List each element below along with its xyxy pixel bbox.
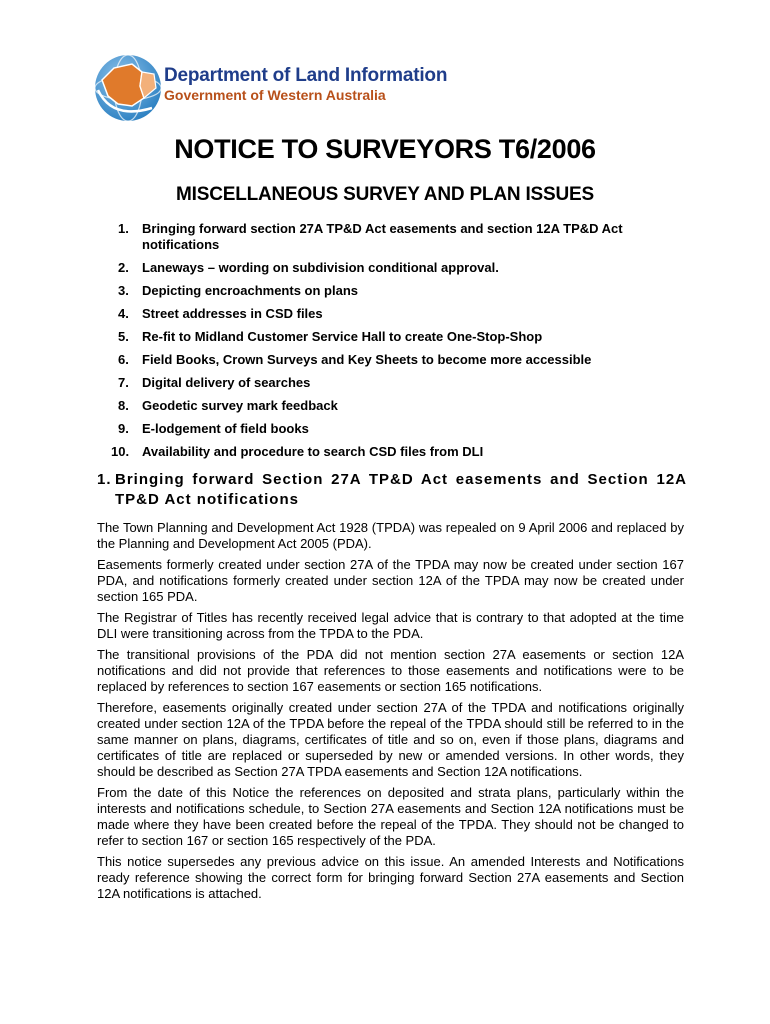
list-item [118,329,688,345]
dli-logo [92,50,492,122]
section-heading [97,470,687,510]
list-item [111,444,688,460]
list-item-label: Street addresses in CSD files [142,306,323,321]
list-item-number: 7. [118,375,129,390]
section-title: Bringing forward Section 27A TP&D Act easements and Section 12A TP&D Act notifications [115,471,687,508]
list-item [118,260,688,276]
list-item-number: 8. [118,398,129,413]
list-item-label: Geodetic survey mark feedback [142,398,338,413]
list-item-number: 1. [118,221,129,236]
list-item-number: 10. [111,444,130,459]
list-item-number: 5. [118,329,129,344]
list-item-number: 3. [118,283,129,298]
list-item [118,375,688,391]
list-item-label: Digital delivery of searches [142,375,311,390]
paragraph: The Town Planning and Development Act 1928 (TPDA) was repealed on 9 April 2006 and replaced by the Planning and Development Act 2005 (PDA). [97,520,684,551]
paragraph: Easements formerly created under section 27A of the TPDA may now be created under section 167 PDA, and notifications formerly created under section 12A of the TPDA may now be created under section 165 PDA. [97,557,684,604]
list-item [118,283,688,299]
paragraph: This notice supersedes any previous advice on this issue. An amended Interests and Notifications ready reference showing the correct form for bringing forward Section 27A easements and Section 12A notifications is attached. [97,854,684,901]
paragraph: From the date of this Notice the references on deposited and strata plans, particularly within the interests and notifications schedule, to Section 27A easements and Section 12A notifications must be made where they have been created before the repeal of the TPDA. They should not be changed to refer to section 167 or section 165 respectively of the PDA. [97,785,684,848]
page-subtitle: MISCELLANEOUS SURVEY AND PLAN ISSUES [176,184,594,205]
list-item-label: Depicting encroachments on plans [142,283,358,298]
paragraph: The transitional provisions of the PDA did not mention section 27A easements or section 12A notifications and did not provide that references to those easements and notifications were to be replaced by references to section 167 easements or section 165 notifications. [97,647,684,694]
list-item-number: 4. [118,306,129,321]
globe-icon [92,50,166,124]
section-number: 1. [97,471,112,488]
list-item-label: E-lodgement of field books [142,421,309,436]
list-item [118,352,688,368]
list-item-label: Bringing forward section 27A TP&D Act easements and section 12A TP&D Act notifications [142,221,623,252]
list-item-label: Laneways – wording on subdivision conditional approval. [142,260,499,275]
department-name: Department of Land Information [164,65,448,86]
list-item-label: Field Books, Crown Surveys and Key Sheets to become more accessible [142,352,592,367]
list-item [118,421,688,437]
paragraph: Therefore, easements originally created under section 27A of the TPDA and notifications originally created under section 12A of the TPDA before the repeal of the TPDA should still be referred to in the same manner on plans, diagrams, certificates of title and so on, even if those plans, diagrams and certificates of title are replaced or superseded by new or amended versions. In other words, they should be described as Section 27A TPDA easements and Section 12A notifications. [97,700,684,779]
list-item-number: 2. [118,260,129,275]
section-body [97,520,684,907]
list-item-number: 6. [118,352,129,367]
list-item-label: Availability and procedure to search CSD files from DLI [142,444,484,459]
paragraph: The Registrar of Titles has recently received legal advice that is contrary to that adopted at the time DLI were transitioning across from the TPDA to the PDA. [97,610,684,641]
list-item [118,306,688,322]
government-name: Government of Western Australia [164,87,386,103]
list-item [118,398,688,414]
list-item-label: Re-fit to Midland Customer Service Hall to create One-Stop-Shop [142,329,543,344]
list-item [118,221,688,253]
list-item-number: 9. [118,421,129,436]
page-title: NOTICE TO SURVEYORS T6/2006 [174,134,596,164]
issues-list [111,221,688,467]
